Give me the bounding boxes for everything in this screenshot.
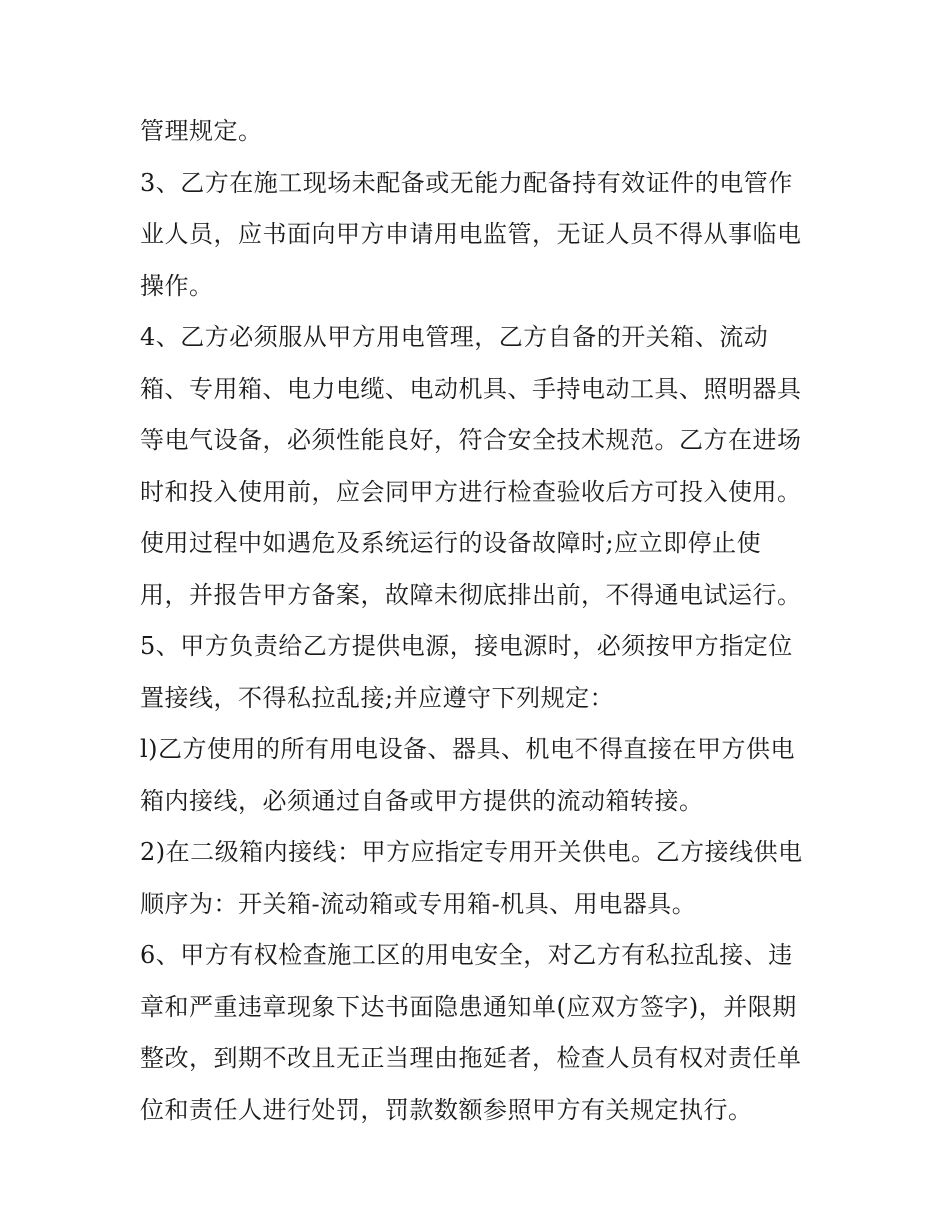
text-line: 3、乙方在施工现场未配备或无能力配备持有效证件的电管作 bbox=[140, 168, 793, 197]
text-line: 4、乙方必须服从甲方用电管理，乙方自备的开关箱、流动 bbox=[140, 323, 769, 351]
text-line: 箱内接线，必须通过自备或甲方提供的流动箱转接。 bbox=[140, 786, 704, 815]
document-body bbox=[140, 106, 820, 1136]
text-line: 使用过程中如遇危及系统运行的设备故障时;应立即停止使 bbox=[140, 529, 762, 557]
text-line: 6、甲方有权检查施工区的用电安全，对乙方有私拉乱接、违 bbox=[140, 941, 793, 969]
text-line: 业人员，应书面向甲方申请用电监管，无证人员不得从事临电 bbox=[140, 220, 802, 248]
text-line: 顺序为：开关箱-流动箱或专用箱-机具、用电器具。 bbox=[140, 889, 697, 918]
text-line: 整改，到期不改且无正当理由拖延者，检查人员有权对责任单 bbox=[140, 1044, 802, 1072]
text-line: 箱、专用箱、电力电缆、电动机具、手持电动工具、照明器具 bbox=[140, 374, 802, 403]
text-line: 章和严重违章现象下达书面隐患通知单(应双方签字)，并限期 bbox=[140, 992, 797, 1021]
text-line: 管理规定。 bbox=[140, 117, 263, 145]
text-line: l)乙方使用的所有用电设备、器具、机电不得直接在甲方供电 bbox=[140, 735, 796, 763]
text-line: 用，并报告甲方备案，故障未彻底排出前，不得通电试运行。 bbox=[140, 580, 802, 609]
text-line: 位和责任人进行处罚，罚款数额参照甲方有关规定执行。 bbox=[140, 1095, 753, 1124]
text-line: 置接线，不得私拉乱接;并应遵守下列规定： bbox=[140, 683, 615, 712]
text-line: 等电气设备，必须性能良好，符合安全技术规范。乙方在进场 bbox=[140, 426, 802, 454]
text-line: 时和投入使用前，应会同甲方进行检查验收后方可投入使用。 bbox=[140, 477, 802, 506]
text-line: 5、甲方负责给乙方提供电源，接电源时，必须按甲方指定位 bbox=[140, 632, 793, 660]
text-line: 2)在二级箱内接线：甲方应指定专用开关供电。乙方接线供电 bbox=[140, 838, 803, 866]
text-line: 操作。 bbox=[140, 271, 214, 300]
